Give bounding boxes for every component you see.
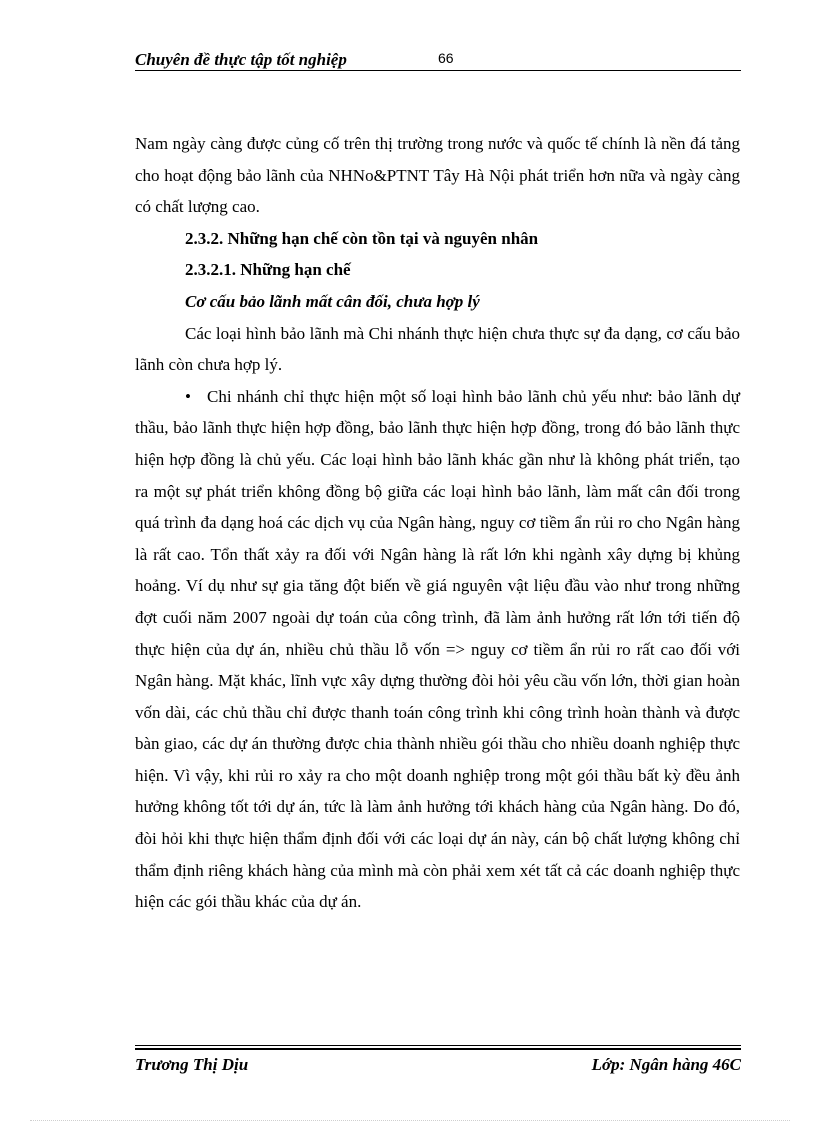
paragraph-continuation: Nam ngày càng được củng cố trên thị trường trong nước và quốc tế chính là nền đá tảng cho hoạt động bảo lãnh của NHNo&PTNT Tây Hà Nội phát triển hơn nữa và ngày càng có chất lượng cao. xyxy=(135,134,740,217)
page-body xyxy=(135,128,740,918)
page-header xyxy=(135,48,741,72)
subsection-heading: 2.3.2.1. Những hạn chế xyxy=(185,260,351,280)
page-edge-divider xyxy=(30,1120,790,1121)
bullet-icon: • xyxy=(185,386,191,406)
paragraph-intro: Các loại hình bảo lãnh mà Chi nhánh thực hiện chưa thực sự đa dạng, cơ cấu bảo lãnh còn chưa hợp lý. xyxy=(135,323,740,375)
footer-divider-thin xyxy=(135,1045,741,1046)
topic-heading: Cơ cấu bảo lãnh mất cân đối, chưa hợp lý xyxy=(185,291,480,311)
page-footer xyxy=(135,1045,741,1085)
class-label: Lớp: Ngân hàng 46C xyxy=(591,1055,741,1074)
footer-divider-thick xyxy=(135,1048,741,1050)
document-title: Chuyên đề thực tập tốt nghiệp xyxy=(135,50,347,69)
section-heading: 2.3.2. Những hạn chế còn tồn tại và nguyên nhân xyxy=(185,228,539,248)
bullet-paragraph-text: Chi nhánh chỉ thực hiện một số loại hình bảo lãnh chủ yếu như: bảo lãnh dự thầu, bảo lãnh thực hiện hợp đồng, bảo lãnh thực hiện hợp đồng, trong đó bảo lãnh thực hiện hợp đồng là chủ yếu. Các loại hình bảo lãnh khác gần như là không phát triển, tạo ra một sự phát triển không đồng bộ giữa các loại hình bảo lãnh, làm mất cân đối trong quá trình đa dạng hoá các dịch vụ của Ngân hàng, nguy cơ tiềm ẩn rủi ro cho Ngân hàng là rất cao. Tổn thất xảy ra đối với Ngân hàng là rất lớn khi ngành xây dựng bị khủng hoảng. Ví dụ như sự gia tăng đột biến về giá nguyên vật liệu đầu vào như trong những đợt cuối năm 2007 ngoài dự toán của công trình, đã làm ảnh hưởng rất lớn tới tiến độ thực hiện của dự án, nhiều chủ thầu lỗ vốn => nguy cơ tiềm ẩn rủi ro rất cao đối với Ngân hàng. Mặt khác, lĩnh vực xây dựng thường đòi hỏi yêu cầu vốn lớn, thời gian hoàn vốn dài, các chủ thầu chỉ được thanh toán công trình khi công trình hoàn thành và được bàn giao, các dự án thường được chia thành nhiều gói thầu cho nhiều doanh nghiệp thực hiện. Vì vậy, khi rủi ro xảy ra cho một doanh nghiệp trong một gói thầu bất kỳ đều ảnh hưởng không tốt tới dự án, tức là làm ảnh hưởng tới khách hàng của Ngân hàng. Do đó, đòi hỏi khi thực hiện thẩm định đối với các loại dự án này, cán bộ chất lượng không chỉ thẩm định riêng khách hàng của mình mà còn phải xem xét tất cả các doanh nghiệp thực hiện các gói thầu khác của dự án. xyxy=(135,386,740,912)
bullet-paragraph xyxy=(135,381,740,918)
author-name: Trương Thị Dịu xyxy=(135,1055,249,1074)
header-divider xyxy=(135,70,741,71)
page-number: 66 xyxy=(438,50,454,66)
